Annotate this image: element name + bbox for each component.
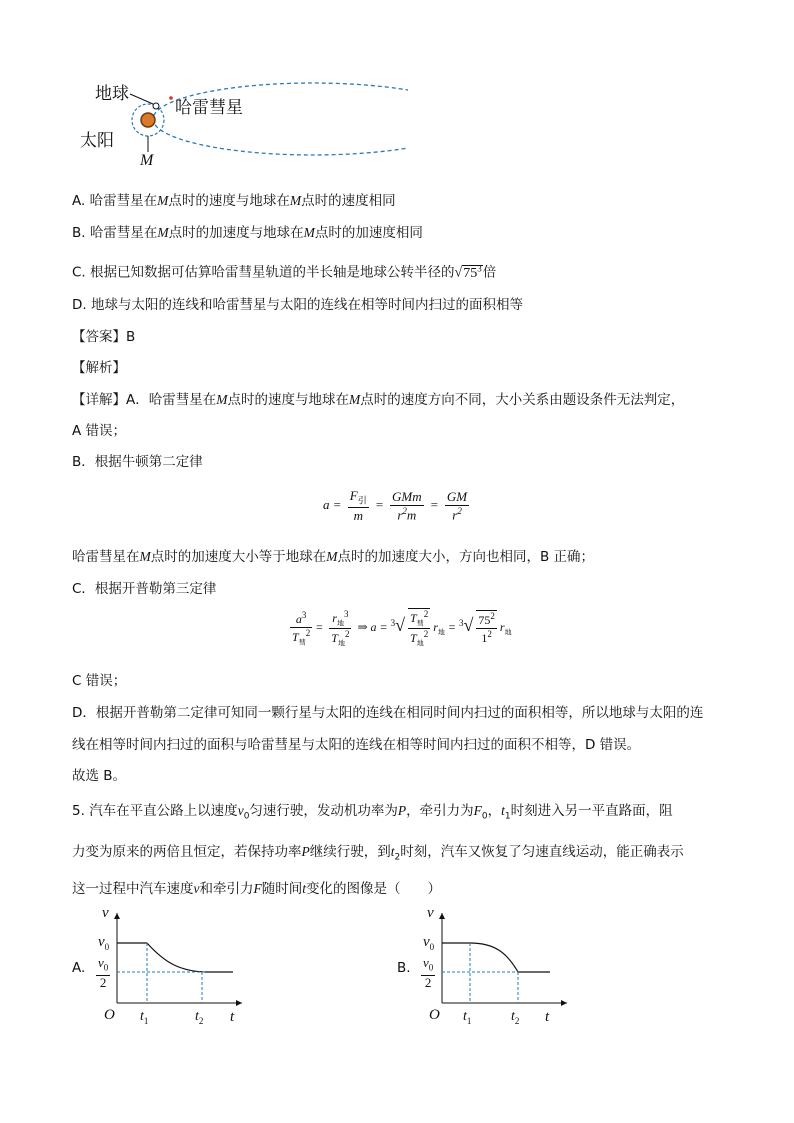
- detail-d-line2: 线在相等时间内扫过的面积与哈雷彗星与太阳的连线在相等时间内扫过的面积不相等，D 错误。: [72, 737, 641, 753]
- graph-a: [70, 905, 250, 1030]
- option-a: A. 哈雷彗星在M点时的速度与地球在M点时的速度相同: [72, 193, 396, 209]
- detail-a-line2: A 错误；: [72, 423, 127, 439]
- graph-a-letter: A.: [72, 960, 86, 976]
- earth: [153, 103, 159, 109]
- graph-b-letter: B.: [397, 960, 411, 976]
- comet-label: 哈雷彗星: [175, 98, 243, 118]
- graph-a-v0: $v_0$: [98, 934, 110, 952]
- detail-d-line1: D．根据开普勒第二定律可知同一颗行星与太阳的连线在相同时间内扫过的面积相等，所以地球与太阳的连: [72, 705, 704, 721]
- sun: [141, 113, 155, 127]
- q5-line3: 这一过程中汽车速度v和牵引力F随时间t变化的图像是（ ）: [72, 881, 442, 897]
- detail-b-line2: 哈雷彗星在M点时的加速度大小等于地球在M点时的加速度大小，方向也相同，B 正确；: [72, 549, 595, 565]
- detail-a-line1: 【详解】A．哈雷彗星在M点时的速度与地球在M点时的速度方向不同，大小关系由题设条件无法判定，: [72, 392, 685, 408]
- graph-b-v0: $v_0$: [423, 934, 435, 952]
- q5-line1: 5. 汽车在平直公路上以速度$v_0$匀速行驶，发动机功率为P，牵引力为$F_0$，$t_1$时刻进入另一平直路面，阻: [72, 803, 673, 822]
- comet: [169, 96, 173, 100]
- sun-label: 太阳: [80, 131, 114, 151]
- option-c: C. 根据已知数据可估算哈雷彗星轨道的半长轴是地球公转半径的$√75^3$倍: [72, 263, 497, 281]
- answer: 【答案】B: [72, 329, 136, 345]
- graph-a-y-label: v: [102, 905, 109, 921]
- graph-b-y-label: v: [427, 905, 434, 921]
- equation-kepler: $\frac{a^3}{T_彗^2}$ = $\frac{r_地^3}{T_地^2}$ ⇒ a = $^3$√ $\frac{T_彗^2}{T_地^2}$ $r_地 = ^3√$ $\frac{75^2}{1^2}$ $r_地$: [292, 608, 512, 648]
- graph-a-v0-half: $\frac{v_0}{2}$: [98, 955, 109, 990]
- graph-a-t1: $t_1$: [140, 1009, 149, 1026]
- orbit-figure: [78, 70, 408, 180]
- conclusion: 故选 B。: [72, 768, 127, 784]
- graph-b-origin: O: [429, 1007, 440, 1023]
- q5-line2: 力变为原来的两倍且恒定，若保持功率P继续行驶，到$t_2$时刻，汽车又恢复了匀速直线运动，能正确表示: [72, 844, 684, 863]
- detail-b-line1: B．根据牛顿第二定律: [72, 454, 203, 470]
- analysis-label: 【解析】: [72, 360, 126, 376]
- graph-b-t2: $t_2$: [511, 1009, 520, 1026]
- graph-b-x-label: t: [545, 1009, 550, 1025]
- point-m-label: M: [140, 152, 154, 169]
- earth-label: 地球: [95, 84, 129, 104]
- detail-c-line2: C 错误；: [72, 673, 127, 689]
- graph-a-t2: $t_2$: [195, 1009, 204, 1026]
- graph-b-t1: $t_1$: [463, 1009, 472, 1026]
- detail-c-line1: C．根据开普勒第三定律: [72, 581, 217, 597]
- graph-a-x-label: t: [230, 1009, 235, 1025]
- graph-b-v0-half: $\frac{v_0}{2}$: [423, 955, 434, 990]
- graph-a-origin: O: [104, 1007, 115, 1023]
- sqrt-expression: $√75^3$: [454, 263, 482, 281]
- graph-b: [395, 905, 575, 1030]
- option-d: D. 地球与太阳的连线和哈雷彗星与太阳的连线在相等时间内扫过的面积相等: [72, 297, 523, 313]
- equation-newton: a = $\frac{F_引}{m}$ = $\frac{\text{GMm}}{r^2m}$ = $\frac{GM}{r^2}$: [323, 488, 468, 523]
- option-b: B. 哈雷彗星在M点时的加速度与地球在M点时的加速度相同: [72, 225, 423, 241]
